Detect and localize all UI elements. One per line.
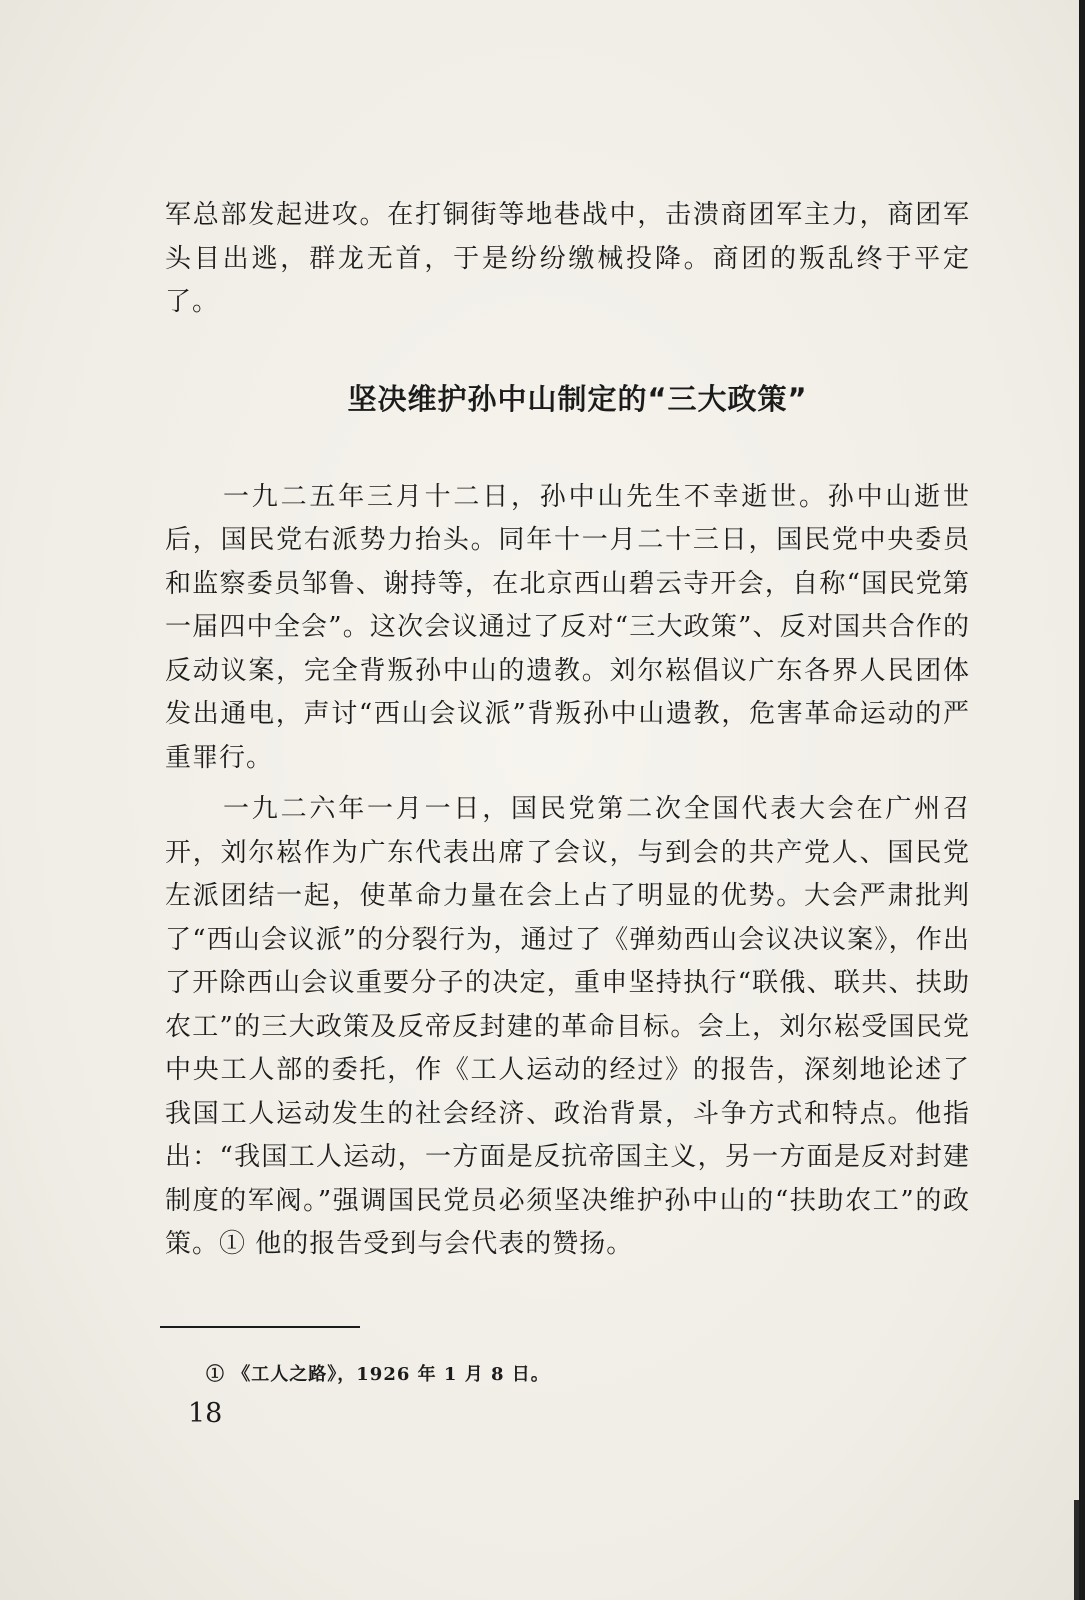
page-edge-shadow (1079, 0, 1085, 1600)
page-body (165, 194, 970, 1267)
paragraph-continued: 军总部发起进攻。在打铜街等地巷战中，击溃商团军主力，商团军头目出逃，群龙无首，于是纷纷缴械投降。商团的叛乱终于平定了。 (165, 200, 970, 317)
section-heading: 坚决维护孙中山制定的“三大政策” (347, 381, 808, 416)
paragraph-gap (165, 780, 970, 788)
paragraph-1926: 一九二六年一月一日，国民党第二次全国代表大会在广州召开，刘尔崧作为广东代表出席了会议，与到会的共产党人、国民党左派团结一起，使革命力量在会上占了明显的优势。大会严肃批判了“西山会议派”的分裂行为，通过了《弹劾西山会议决议案》，作出了开除西山会议重要分子的决定，重申坚持执行“联俄、联共、扶助农工”的三大政策及反帝反封建的革命目标。会上，刘尔崧受国民党中央工人部的委托，作《工人运动的经过》的报告，深刻地论述了我国工人运动发生的社会经济、政治背景，斗争方式和特点。他指出：“我国工人运动，一方面是反抗帝国主义，另一方面是反对封建制度的军阀。”强调国民党员必须坚决维护孙中山的“扶助农工”的政策。① 他的报告受到与会代表的赞扬。 (165, 794, 970, 1259)
paragraph-1925: 一九二五年三月十二日，孙中山先生不幸逝世。孙中山逝世后，国民党右派势力抬头。同年十一月二十三日，国民党中央委员和监察委员邹鲁、谢持等，在北京西山碧云寺开会，自称“国民党第一届四中全会”。这次会议通过了反对“三大政策”、反对国共合作的反动议案，完全背叛孙中山的遗教。刘尔崧倡议广东各界人民团体发出通电，声讨“西山会议派”背叛孙中山遗教，危害革命运动的严重罪行。 (165, 481, 970, 773)
footnote: ① 《工人之路》，1926 年 1 月 8 日。 (206, 1364, 550, 1385)
page-number: 18 (188, 1398, 223, 1429)
page-edge-shadow-bottom (1074, 1500, 1079, 1600)
footnote-divider (160, 1326, 360, 1328)
